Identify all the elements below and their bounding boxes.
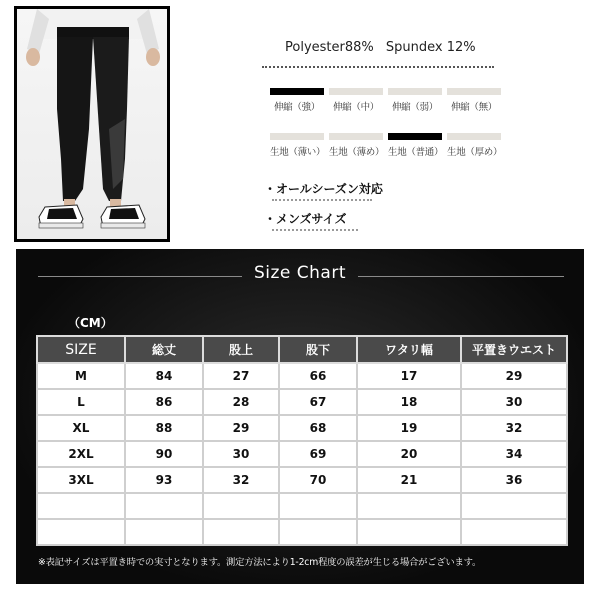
table-cell: 2XL: [37, 441, 125, 467]
table-cell: [37, 519, 125, 545]
table-row-empty: [37, 519, 567, 545]
header-thigh-width: ワタリ幅: [357, 336, 461, 363]
size-chart-title: Size Chart: [253, 263, 347, 283]
header-total-length: 総丈: [125, 336, 203, 363]
table-cell: 88: [125, 415, 203, 441]
scale-bar: [270, 133, 324, 140]
composition-polyester: Polyester88%: [285, 40, 374, 55]
table-row: [37, 363, 567, 389]
header-waist: 平置きウエスト: [461, 336, 567, 363]
measurement-footnote: ※表記サイズは平置き時での実寸となります。測定方法により1-2cm程度の誤差が生じる場合がございます。: [38, 557, 482, 568]
table-cell: 21: [357, 467, 461, 493]
table-cell: 29: [203, 415, 279, 441]
table-cell: 29: [461, 363, 567, 389]
table-cell: 90: [125, 441, 203, 467]
thickness-thin: 生地（薄い）: [270, 133, 324, 158]
stretch-weak: 伸縮（弱）: [388, 88, 442, 113]
scale-bar: [388, 88, 442, 95]
table-cell: 70: [279, 467, 357, 493]
table-cell: 84: [125, 363, 203, 389]
stretch-medium: 伸縮（中）: [329, 88, 383, 113]
divider: [262, 66, 494, 68]
table-cell: 34: [461, 441, 567, 467]
table-cell: 36: [461, 467, 567, 493]
table-cell: [203, 493, 279, 519]
table-cell: [357, 519, 461, 545]
table-cell: [461, 493, 567, 519]
thickness-thick: 生地（厚め）: [447, 133, 501, 158]
leggings-illustration: [17, 9, 167, 239]
header-inseam: 股下: [279, 336, 357, 363]
table-cell: 30: [203, 441, 279, 467]
size-table: [36, 335, 568, 546]
feature-all-season: ・オールシーズン対応: [264, 180, 383, 204]
table-cell: 17: [357, 363, 461, 389]
product-photo: [14, 6, 170, 242]
table-cell: [125, 493, 203, 519]
scale-bar: [329, 88, 383, 95]
table-cell: [279, 493, 357, 519]
table-cell: [125, 519, 203, 545]
thickness-scale: [270, 133, 501, 158]
table-cell: 27: [203, 363, 279, 389]
composition-spandex: Spundex 12%: [385, 40, 476, 55]
table-cell: 32: [461, 415, 567, 441]
table-cell: [203, 519, 279, 545]
table-row-empty: [37, 493, 567, 519]
table-cell: 67: [279, 389, 357, 415]
table-cell: 18: [357, 389, 461, 415]
table-cell: 20: [357, 441, 461, 467]
scale-bar-selected: [388, 133, 442, 140]
stretch-scale: [270, 88, 501, 113]
stretch-none: 伸縮（無）: [447, 88, 501, 113]
table-cell: 30: [461, 389, 567, 415]
decorative-underline: [272, 199, 372, 204]
title-rule-right: [358, 276, 564, 277]
table-cell: M: [37, 363, 125, 389]
table-cell: [37, 493, 125, 519]
table-header-row: [37, 336, 567, 363]
decorative-underline: [272, 229, 358, 234]
table-cell: 93: [125, 467, 203, 493]
table-cell: XL: [37, 415, 125, 441]
thickness-thinner: 生地（薄め）: [329, 133, 383, 158]
thickness-normal: 生地（普通）: [388, 133, 442, 158]
table-row: [37, 467, 567, 493]
table-cell: 66: [279, 363, 357, 389]
fabric-composition: [285, 40, 485, 55]
table-cell: 69: [279, 441, 357, 467]
table-cell: [279, 519, 357, 545]
table-cell: 68: [279, 415, 357, 441]
scale-bar: [447, 133, 501, 140]
table-row: [37, 389, 567, 415]
table-cell: 19: [357, 415, 461, 441]
size-chart-panel: [16, 249, 584, 584]
scale-bar: [329, 133, 383, 140]
table-cell: L: [37, 389, 125, 415]
scale-bar-selected: [270, 88, 324, 95]
stretch-strong: 伸縮（強）: [270, 88, 324, 113]
table-cell: 28: [203, 389, 279, 415]
header-size: SIZE: [37, 336, 125, 363]
table-cell: 32: [203, 467, 279, 493]
feature-mens-size: ・メンズサイズ: [264, 210, 358, 234]
table-cell: 3XL: [37, 467, 125, 493]
scale-bar: [447, 88, 501, 95]
table-cell: [357, 493, 461, 519]
table-row: [37, 415, 567, 441]
table-cell: [461, 519, 567, 545]
table-cell: 86: [125, 389, 203, 415]
table-row: [37, 441, 567, 467]
header-rise: 股上: [203, 336, 279, 363]
unit-label: （CM）: [68, 316, 113, 330]
